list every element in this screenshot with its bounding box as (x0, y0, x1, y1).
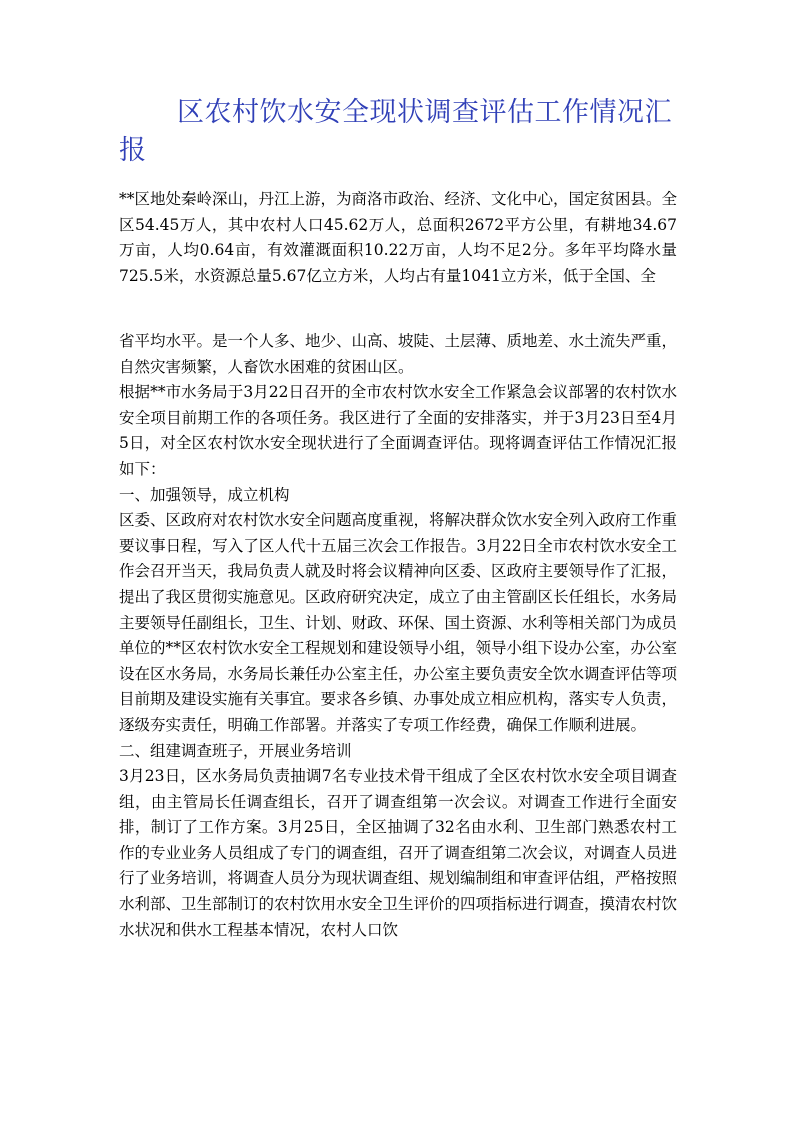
section-heading-1: 一、加强领导，成立机构 (119, 485, 290, 504)
body-block (119, 329, 677, 943)
document-title: 区农村饮水安全现状调查评估工作情况汇报 (119, 97, 672, 166)
intro-block (119, 187, 677, 289)
intro-paragraph: **区地处秦岭深山，丹江上游，为商洛市政治、经济、文化中心，国定贫困县。全区54.45万人，其中农村人口45.62万人，总面积2672平方公里，有耕地34.67万亩，人均0.64亩，有效灌溉面积10.22万亩，人均不足2分。多年平均降水量725.5米，水资源总量5.67亿立方米，人均占有量1041立方米，低于全国、全 (119, 190, 678, 285)
paragraph-team: 3月23日，区水务局负责抽调7名专业技术骨干组成了全区农村饮水安全项目调查组，由主管局长任调查组长，召开了调查组第一次会议。对调查工作进行全面安排，制订了工作方案。3月25日，全区抽调了32名由水利、卫生部门熟悉农村工作的专业业务人员组成了专门的调查组，召开了调查组第二次会议，对调查人员进行了业务培训，将调查人员分为现状调查组、规划编制组和审查评估组，严格按照水利部、卫生部制订的农村饮用水安全卫生评价的四项指标进行调查，摸清农村饮水状况和供水工程基本情况，农村人口饮 (119, 767, 678, 939)
paragraph-continuation: 省平均水平。是一个人多、地少、山高、坡陡、土层薄、质地差、水土流失严重，自然灾害频繁，人畜饮水困难的贫困山区。 (119, 332, 678, 376)
section-heading-2: 二、组建调查班子，开展业务培训 (119, 741, 352, 760)
paragraph-leadership: 区委、区政府对农村饮水安全问题高度重视，将解决群众饮水安全列入政府工作重要议事日程，写入了区人代十五届三次会工作报告。3月22日全市农村饮水安全工作会召开当天，我局负责人就及时将会议精神向区委、区政府主要领导作了汇报，提出了我区贯彻实施意见。区政府研究决定，成立了由主管副区长任组长，水务局主要领导任副组长，卫生、计划、财政、环保、国土资源、水利等相关部门为成员单位的**区农村饮水安全工程规划和建设领导小组，领导小组下设办公室，办公室设在区水务局，水务局长兼任办公室主任，办公室主要负责安全饮水调查评估等项目前期及建设实施有关事宜。要求各乡镇、办事处成立相应机构，落实专人负责，逐级夯实责任，明确工作部署。并落实了专项工作经费，确保工作顺利进展。 (119, 511, 678, 734)
paragraph-background: 根据**市水务局于3月22日召开的全市农村饮水安全工作紧急会议部署的农村饮水安全项目前期工作的各项任务。我区进行了全面的安排落实，并于3月23日至4月5日，对全区农村饮水安全现状进行了全面调查评估。现将调查评估工作情况汇报如下： (119, 383, 677, 478)
